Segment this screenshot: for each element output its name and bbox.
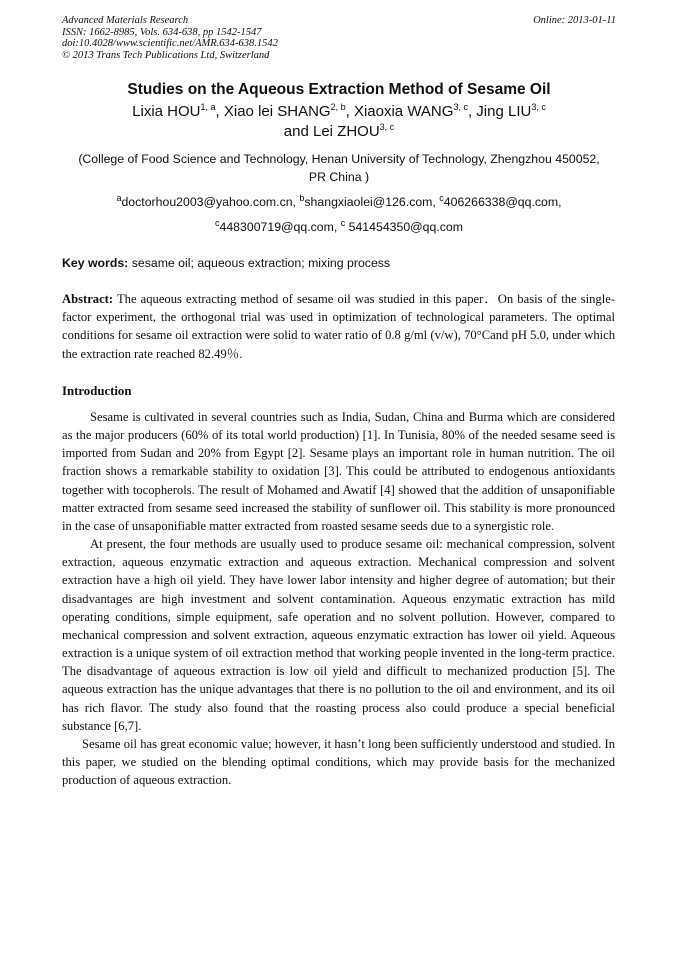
author-list: [0, 102, 678, 142]
introduction-body: [62, 408, 615, 789]
affiliation: [0, 150, 678, 186]
author-name: Xiaoxia WANG: [353, 103, 454, 120]
email-mark: c: [439, 192, 444, 203]
author-affiliation-mark: 3, c: [379, 122, 395, 132]
author-affiliation-mark: 1, a: [200, 102, 216, 112]
email-mark: c: [215, 217, 220, 228]
affiliation-line-2: PR China ): [308, 170, 370, 184]
email-address: doctorhou2003@yahoo.com.cn,: [121, 195, 300, 209]
abstract-label: Abstract:: [62, 292, 114, 306]
author-name: Xiao lei SHANG: [223, 103, 331, 120]
email-line-2: [0, 215, 678, 240]
abstract-text: The aqueous extracting method of sesame oil was studied in this paper．On basis of the single-factor experiment, the orthogonal trial was used in optimization of technological parameters. The optimal conditions for sesame oil extraction were solid to water ratio of 0.8 g/ml (v/w), 70°Cand pH 5.0, under which the extraction rate reached 82.49％.: [62, 292, 615, 361]
paragraph: Sesame is cultivated in several countries such as India, Sudan, China and Burma which are considered as the major producers (60% of its total world production) [1]. In Tunisia, 80% of the needed sesame seed is imported from Sudan and 20% from Egypt [2]. Sesame plays an important role in human nutrition. The oil fraction shows a remarkable stability to oxidation [3]. This could be attributed to endogenous antioxidants together with tocopherols. The result of Mohamed and Awatif [4] showed that the addition of unsaponifiable matter extracted from sesame seed increased the stability of sunflower oil. This stability is more pronounced in the case of unsaponifiable matter extracted from roasted sesame seeds due to a synergistic role.: [62, 410, 615, 533]
abstract: [62, 290, 615, 363]
affiliation-line-1: (College of Food Science and Technology, Henan University of Technology, Zhengzhou 450052,: [78, 152, 600, 166]
keywords-label: Key words:: [62, 256, 129, 270]
paragraph: Sesame oil has great economic value; however, it hasn’t long been sufficiently understood and studied. In this paper, we studied on the blending optimal conditions, which may provide basis for the mechanized production of aqueous extraction.: [62, 736, 615, 788]
online-date: Online: 2013-01-11: [533, 15, 616, 26]
keywords-text: sesame oil; aqueous extraction; mixing process: [128, 256, 391, 270]
email-address: shangxiaolei@126.com,: [304, 195, 440, 209]
author-affiliation-mark: 3, c: [531, 102, 546, 112]
journal-header: [62, 15, 616, 61]
email-line-1: [0, 190, 678, 215]
author-affiliation-mark: 3, c: [453, 102, 468, 112]
journal-name: Advanced Materials Research: [62, 15, 189, 26]
author-separator: ,: [345, 103, 354, 120]
doi-line: doi:10.4028/www.scientific.net/AMR.634-638.1542: [62, 38, 278, 50]
copyright-line: © 2013 Trans Tech Publications Ltd, Switzerland: [62, 49, 270, 61]
author-separator: ,: [467, 103, 477, 120]
paragraph: At present, the four methods are usually used to produce sesame oil: mechanical compression, solvent extraction, aqueous enzymatic extraction and aqueous extraction. Mechanical compression and solvent extraction have a high oil yield. They have lower labor intensity and higher degree of automation; but their disadvantages are high investment and solvent contamination. Aqueous enzymatic extraction has mild operating conditions, simple equipment, safe operation and no solvent pollution. However, compared to mechanical compression and solvent extraction, aqueous enzymatic extraction has lower oil yield. Aqueous extraction is a unique system of oil extraction method that working people invented in the long-term practice. The disadvantage of aqueous extraction is low oil yield and difficult to mechanized production [5]. The aqueous extraction has the unique advantages that there is no pollution to the oil and environment, and its oil has rich flavor. The study also found that the roasting process also could produce a special beneficial substance [6,7].: [62, 537, 615, 733]
email-address: 448300719@qq.com,: [219, 220, 341, 234]
issn-line: ISSN: 1662-8985, Vols. 634-638, pp 1542-1547: [62, 26, 262, 38]
author-affiliation-mark: 2, b: [330, 102, 346, 112]
email-mark: a: [116, 192, 122, 203]
email-address: 406266338@qq.com,: [443, 195, 562, 209]
paper-title: Studies on the Aqueous Extraction Method of Sesame Oil: [127, 81, 551, 98]
author-name: Lixia HOU: [132, 103, 201, 120]
email-mark: c: [340, 217, 346, 228]
email-address: 541454350@qq.com: [345, 220, 463, 234]
author-name: and Lei ZHOU: [283, 123, 380, 140]
author-separator: ,: [215, 103, 224, 120]
author-line-1: [0, 102, 678, 122]
keywords: [62, 256, 616, 270]
section-heading-introduction: Introduction: [62, 384, 132, 398]
author-name: Jing LIU: [476, 103, 532, 120]
email-mark: b: [299, 192, 305, 203]
author-line-2: [0, 122, 678, 142]
email-list: [0, 190, 678, 240]
